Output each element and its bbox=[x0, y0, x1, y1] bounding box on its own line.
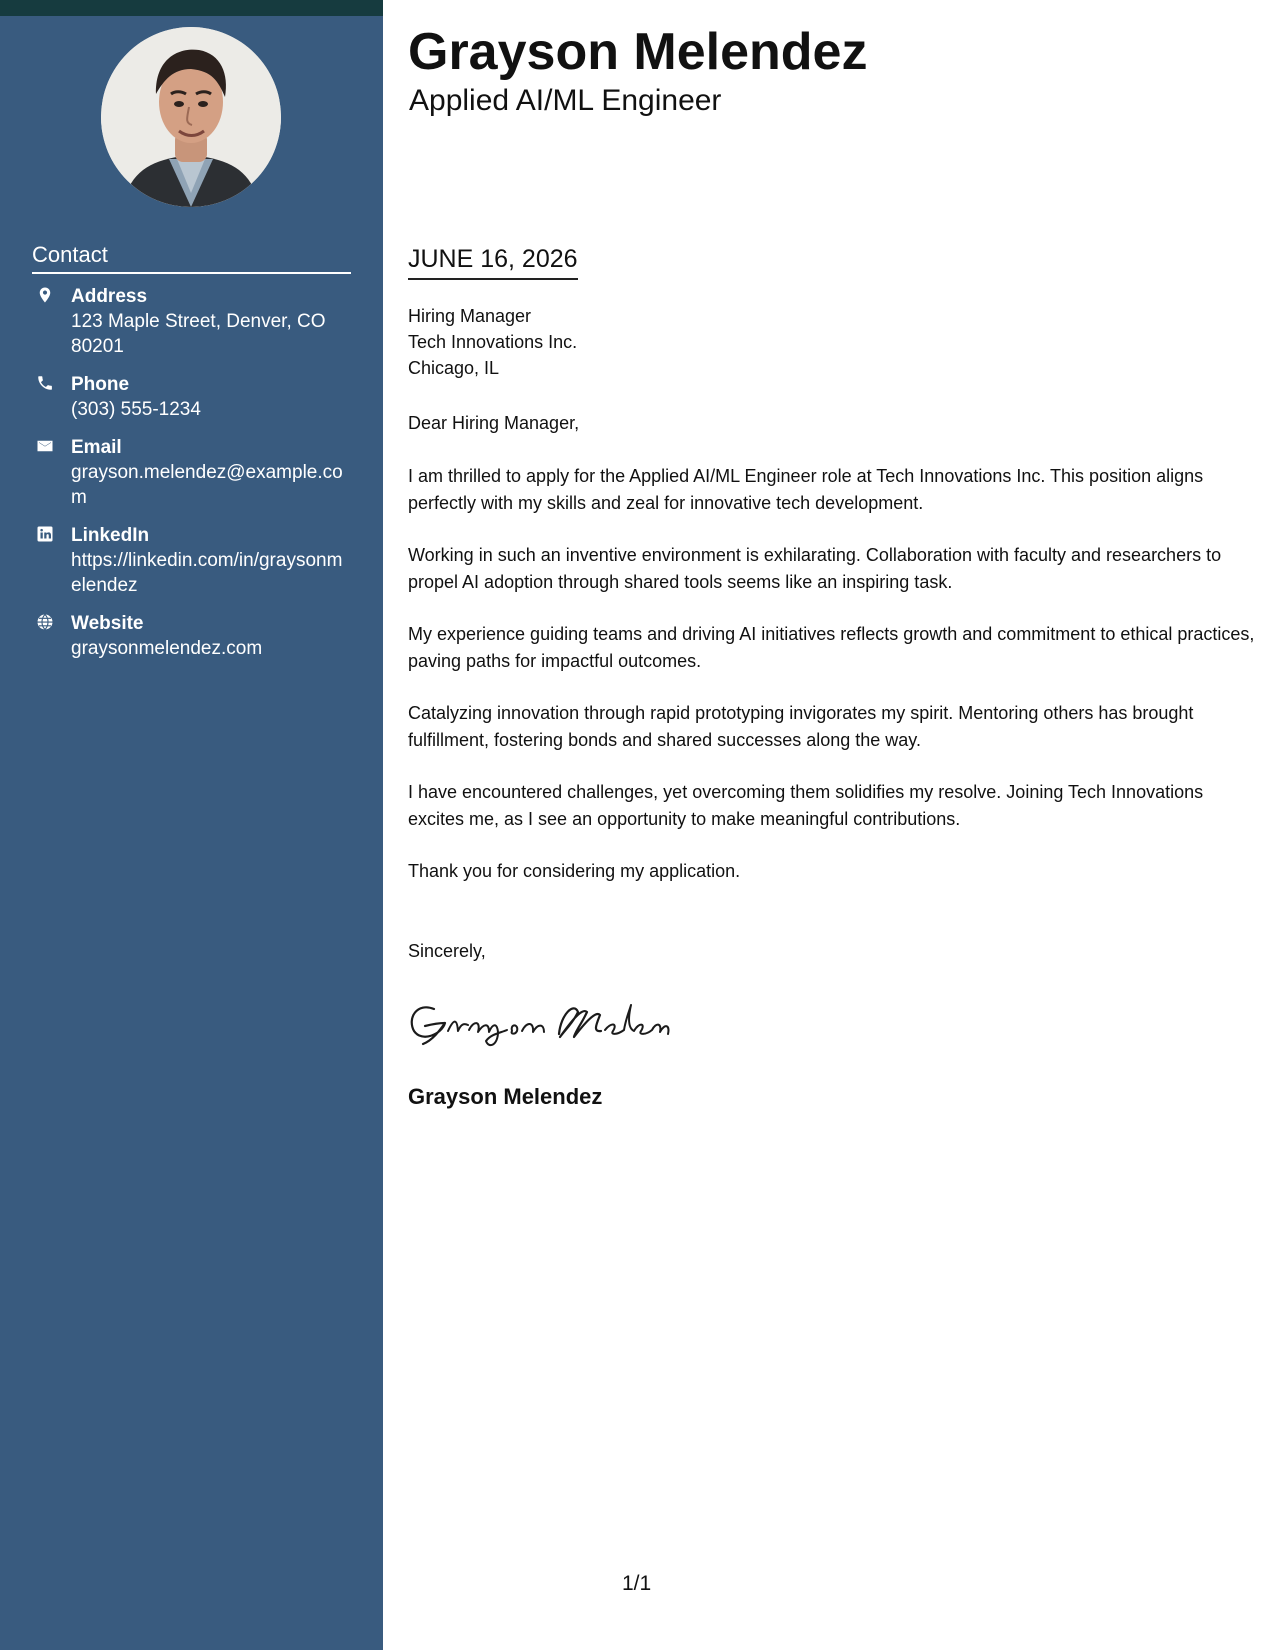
letter-paragraph: Thank you for considering my application. bbox=[408, 861, 741, 881]
applicant-title: Applied AI/ML Engineer bbox=[409, 84, 722, 117]
contact-item-phone bbox=[32, 372, 352, 422]
applicant-name: Grayson Melendez bbox=[408, 23, 868, 81]
recipient-block bbox=[408, 303, 577, 381]
contact-item-email bbox=[32, 435, 352, 510]
contact-heading: Contact bbox=[32, 240, 351, 274]
contact-label: LinkedIn bbox=[71, 525, 150, 546]
recipient-line: Chicago, IL bbox=[408, 358, 500, 378]
location-pin-icon bbox=[36, 286, 54, 304]
letter-paragraph: I am thrilled to apply for the Applied AI/ML Engineer role at Tech Innovations Inc. This position aligns perfectly with my skills and zeal for innovative tech development. bbox=[408, 466, 1204, 513]
recipient-line: Hiring Manager bbox=[408, 306, 532, 326]
closing: Sincerely, bbox=[408, 941, 486, 961]
contact-list bbox=[32, 284, 352, 674]
letter-paragraph: My experience guiding teams and driving AI initiatives reflects growth and commitment to ethical practices, paving paths for impactful outcomes. bbox=[408, 624, 1255, 671]
signature-name: Grayson Melendez bbox=[408, 1084, 603, 1109]
envelope-icon bbox=[36, 437, 54, 455]
contact-sidebar bbox=[0, 0, 383, 1650]
letter-body bbox=[408, 463, 1258, 911]
phone-link[interactable]: (303) 555-1234 bbox=[71, 399, 201, 420]
recipient-line: Tech Innovations Inc. bbox=[408, 332, 578, 352]
letter-date: JUNE 16, 2026 bbox=[408, 243, 578, 280]
phone-icon bbox=[36, 374, 54, 392]
globe-icon bbox=[36, 613, 54, 631]
address-value: 123 Maple Street, Denver, CO 80201 bbox=[71, 311, 326, 357]
linkedin-icon bbox=[36, 525, 54, 543]
contact-label: Phone bbox=[71, 374, 130, 395]
website-link[interactable]: graysonmelendez.com bbox=[71, 638, 263, 659]
contact-label: Email bbox=[71, 437, 122, 458]
contact-item-address bbox=[32, 284, 352, 359]
letter-paragraph: Catalyzing innovation through rapid prototyping invigorates my spirit. Mentoring others has brought fulfillment, fostering bonds and shared successes along the way. bbox=[408, 703, 1194, 750]
contact-item-linkedin bbox=[32, 523, 352, 598]
letter-paragraph: I have encountered challenges, yet overcoming them solidifies my resolve. Joining Tech Innovations excites me, as I see an opportunity to make meaningful contributions. bbox=[408, 782, 1204, 829]
greeting: Dear Hiring Manager, bbox=[408, 413, 580, 433]
page-number: 1/1 bbox=[622, 1572, 652, 1595]
sidebar-top-accent bbox=[0, 0, 383, 16]
linkedin-link[interactable]: https://linkedin.com/in/graysonmelendez bbox=[71, 550, 343, 596]
email-link[interactable]: grayson.melendez@example.com bbox=[71, 462, 343, 508]
letter-paragraph: Working in such an inventive environment is exhilarating. Collaboration with faculty and researchers to propel AI adoption through shared tools seems like an inspiring task. bbox=[408, 545, 1222, 592]
handwritten-signature bbox=[406, 992, 671, 1052]
contact-label: Website bbox=[71, 613, 144, 634]
contact-item-website bbox=[32, 611, 352, 661]
profile-photo bbox=[101, 27, 281, 207]
contact-label: Address bbox=[71, 286, 148, 307]
